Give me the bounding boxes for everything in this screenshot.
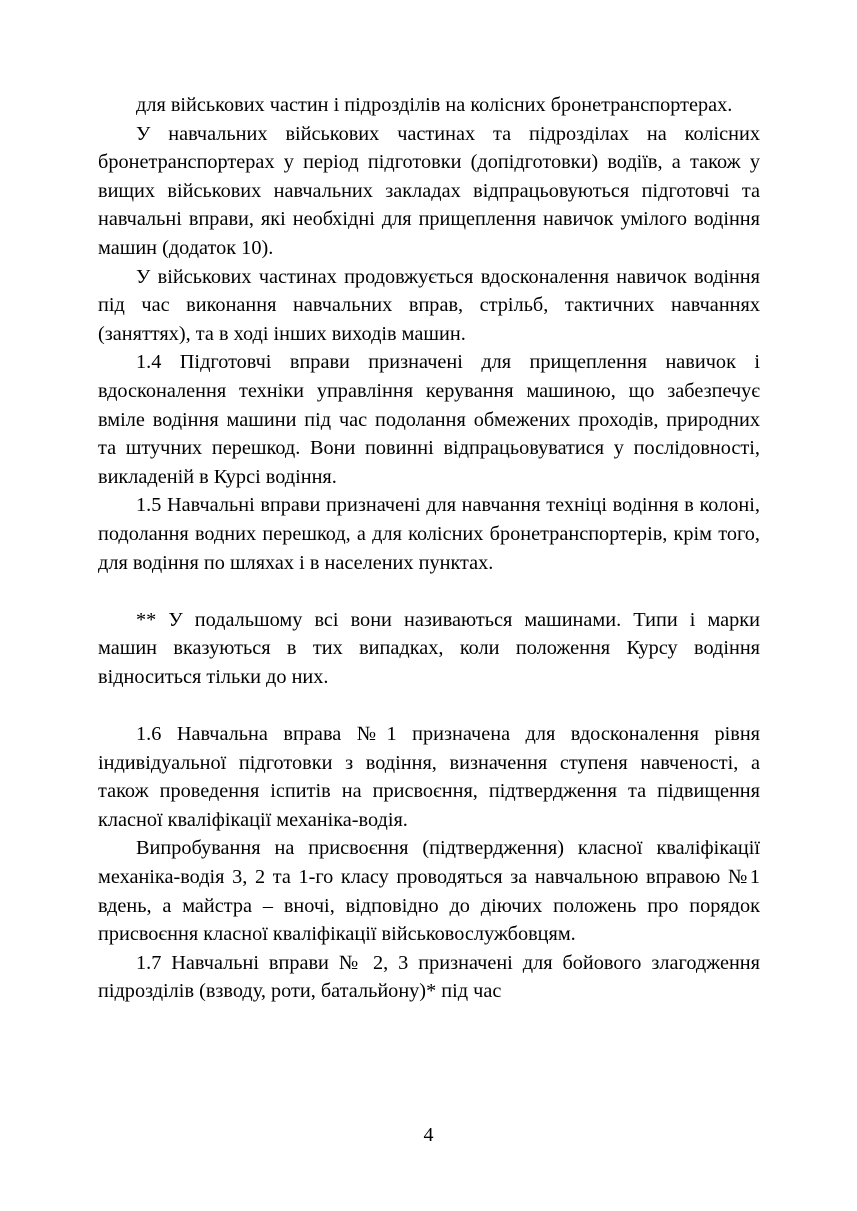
footnote: ** У подальшому всі вони називаються машинами. Типи і марки машин вказуються в тих випадках, коли положення Курсу водіння відноситься тільки до них. — [98, 608, 760, 688]
paragraph: 1.4 Підготовчі вправи призначені для прищеплення навичок і вдосконалення техніки управління керування машиною, що забезпечує вміле водіння машини під час подолання обмежених проходів, природних та штучних перешкод. Вони повинні відпрацьовуватися у послідовності, викладеній в Курсі водіння. — [98, 351, 760, 488]
paragraph: для військових частин і підрозділів на колісних бронетранспортерах. — [136, 94, 733, 116]
paragraph: 1.5 Навчальні вправи призначені для навчання техніці водіння в колоні, подолання водних перешкод, а для колісних бронетранспортерів, крім того, для водіння по шляхах і в населених пунктах. — [98, 494, 760, 574]
paragraph: У навчальних військових частинах та підрозділах на колісних бронетранспортерах у період підготовки (допідготовки) водіїв, а також у вищих військових навчальних закладах відпрацьовуються підготовчі та навчальні вправи, які необхідні для прищеплення навичок умілого водіння машин (додаток 10). — [98, 122, 760, 259]
paragraph: 1.7 Навчальні вправи № 2, 3 призначені для бойового злагодження підрозділів (взводу, роти, батальйону)* під час — [98, 951, 760, 1003]
paragraph: 1.6 Навчальна вправа №1 призначена для вдосконалення рівня індивідуальної підготовки з водіння, визначення ступеня навченості, а також проведення іспитів на присвоєння, підтвердження та підвищення класної кваліфікації механіка-водія. — [98, 723, 760, 831]
document-body — [98, 91, 760, 1006]
blank-line — [98, 577, 760, 606]
paragraph: У військових частинах продовжується вдосконалення навичок водіння під час виконання навчальних вправ, стрільб, тактичних навчаннях (заняттях), та в ході інших виходів машин. — [98, 265, 760, 345]
page-number: 4 — [423, 1124, 434, 1146]
blank-line — [98, 691, 760, 720]
paragraph: Випробування на присвоєння (підтвердження) класної кваліфікації механіка-водія 3, 2 та 1-го класу проводяться за навчальною вправою №1 вдень, а майстра – вночі, відповідно до діючих положень про порядок присвоєння класної кваліфікації військовослужбовцям. — [98, 837, 760, 946]
